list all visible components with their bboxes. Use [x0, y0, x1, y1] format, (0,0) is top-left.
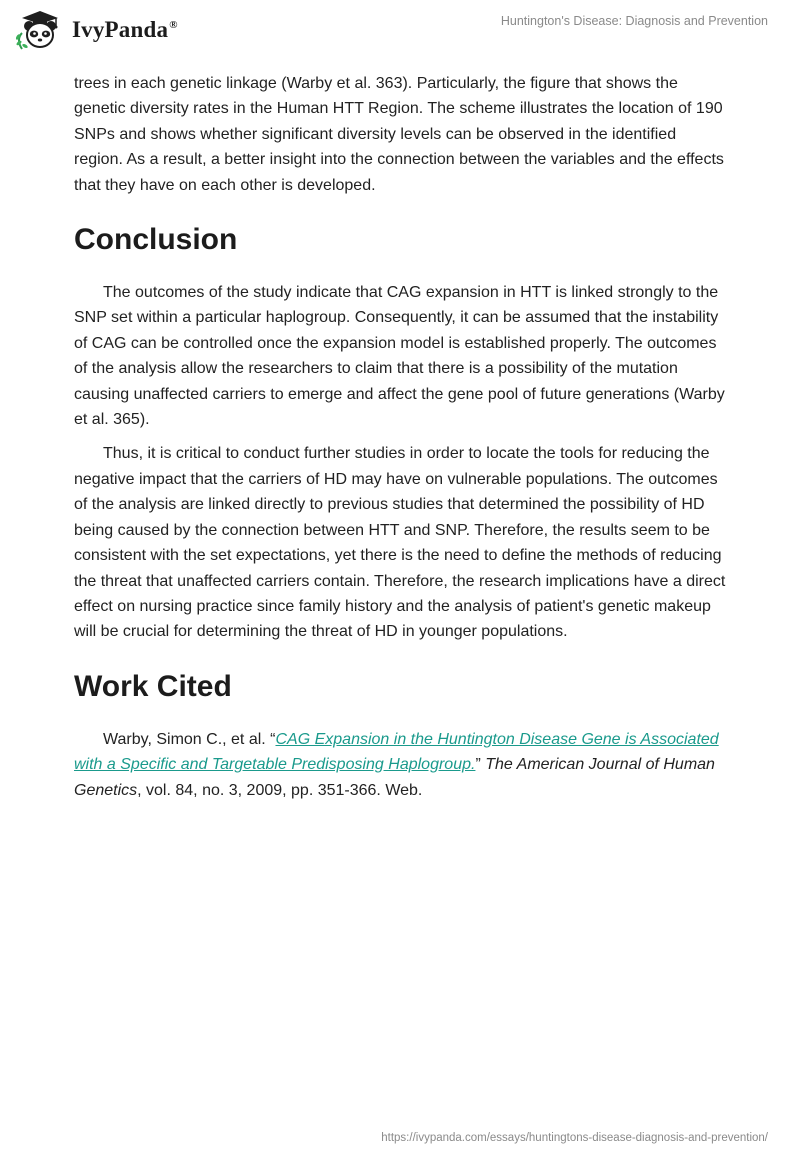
citation-quote-close: ”	[475, 756, 486, 774]
footer-url[interactable]: https://ivypanda.com/essays/huntingtons-disease-diagnosis-and-prevention/	[381, 1132, 768, 1144]
works-cited-heading: Work Cited	[74, 669, 232, 703]
panda-graduate-icon	[14, 9, 66, 51]
body-paragraph: trees in each genetic linkage (Warby et al. 363). Particularly, the figure that shows the genetic diversity rates in the Human HTT Region. The scheme illustrates the location of 190 SNPs and shows whether significant diversity levels can be observed in the identified region. As a result, a better insight into the connection between the variables and the effects that they have on each other is developed.	[74, 75, 724, 194]
document-title: Huntington's Disease: Diagnosis and Prevention	[500, 14, 768, 28]
citation-authors: Warby, Simon C., et al. “	[103, 730, 276, 748]
citation-journal: The American Journal of Human Genetics	[74, 756, 715, 799]
citation-details: , vol. 84, no. 3, 2009, pp. 351-366. Web.	[137, 781, 423, 799]
citation-link[interactable]: CAG Expansion in the Huntington Disease Gene is Associated with a Specific and Targetable Predisposing Haplogroup.	[74, 730, 719, 774]
essay-content	[74, 71, 726, 812]
body-paragraph: The outcomes of the study indicate that CAG expansion in HTT is linked strongly to the SNP set within a particular haplogroup. Consequently, it can be assumed that the instability of CAG can be controlled once the expansion model is established properly. The outcomes of the analysis allow the researchers to claim that there is a possibility of the mutation causing unaffected carriers to emerge and affect the gene pool of future generations (Warby et al. 365).	[74, 284, 725, 429]
conclusion-heading: Conclusion	[74, 223, 238, 257]
citation-entry	[74, 727, 726, 803]
body-paragraph: Thus, it is critical to conduct further studies in order to locate the tools for reducing the negative impact that the carriers of HD may have on vulnerable populations. The outcomes of the analysis are linked directly to previous studies that determined the possibility of HD being caused by the connection between HTT and SNP. Therefore, the results seem to be consistent with the set expectations, yet there is the need to define the methods of reducing the threat that unaffected carriers contain. Therefore, the research implications have a direct effect on nursing practice since family history and the analysis of patient's genetic makeup will be crucial for determining the threat of HD in younger populations.	[74, 445, 726, 641]
page-header	[0, 0, 800, 70]
logo-text: IvyPanda®	[72, 17, 178, 42]
ivypanda-logo[interactable]	[14, 9, 178, 51]
